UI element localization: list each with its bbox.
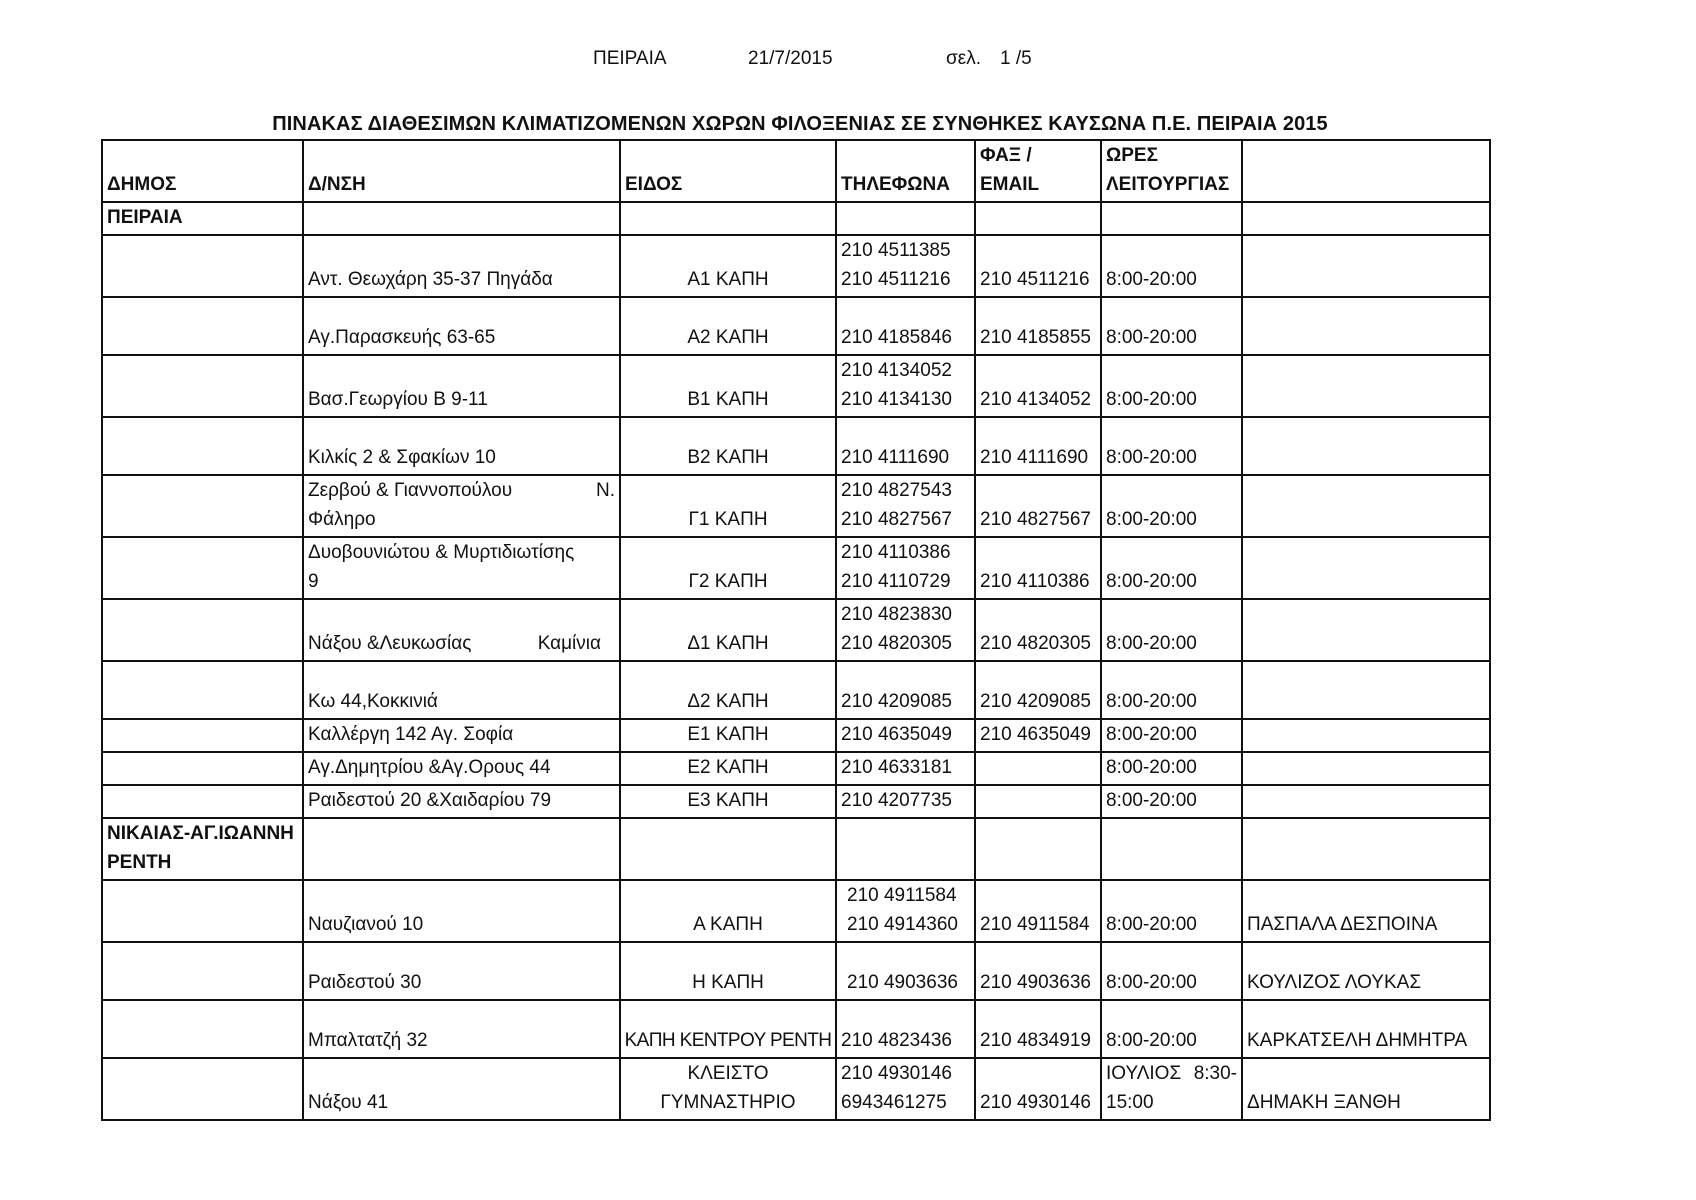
table-row: [102, 297, 1490, 355]
table-header-row: [102, 140, 1490, 202]
group-row-nikaia: [102, 818, 1490, 880]
phones: 210 4903636: [836, 942, 975, 1000]
hours: 8:00-20:00: [1101, 1000, 1242, 1058]
table-row: [102, 235, 1490, 297]
header-date: 21/7/2015: [748, 48, 833, 69]
fax: 210 4134052: [975, 355, 1101, 417]
contact: [1242, 537, 1490, 599]
contact: [1242, 785, 1490, 818]
type: Β2 ΚΑΠΗ: [620, 417, 836, 475]
type: Α1 ΚΑΠΗ: [620, 235, 836, 297]
type: Δ1 ΚΑΠΗ: [620, 599, 836, 661]
type: Η ΚΑΠΗ: [620, 942, 836, 1000]
col-header-contact: [1242, 140, 1490, 202]
address: Καλλέργη 142 Αγ. Σοφία: [303, 719, 620, 752]
phones: 210 4209085: [836, 661, 975, 719]
phones: 210 4134052 210 4134130: [836, 355, 975, 417]
type: Α2 ΚΑΠΗ: [620, 297, 836, 355]
phones: 210 4185846: [836, 297, 975, 355]
address: Αγ.Παρασκευής 63-65: [303, 297, 620, 355]
address: Κω 44,Κοκκινιά: [303, 661, 620, 719]
table-row: [102, 475, 1490, 537]
phones: 210 4111690: [836, 417, 975, 475]
phones: 210 4635049: [836, 719, 975, 752]
address: Αγ.Δημητρίου &Αγ.Ορους 44: [303, 752, 620, 785]
hours: 8:00-20:00: [1101, 785, 1242, 818]
fax: 210 4911584: [975, 880, 1101, 942]
col-header-municipality: ΔΗΜΟΣ: [102, 140, 303, 202]
hours: 8:00-20:00: [1101, 235, 1242, 297]
hours: 8:00-20:00: [1101, 599, 1242, 661]
fax: 210 4511216: [975, 235, 1101, 297]
hours: ΙΟΥΛΙΟΣ 8:30- 15:00: [1101, 1058, 1242, 1120]
fax: 210 4820305: [975, 599, 1101, 661]
type: Γ2 ΚΑΠΗ: [620, 537, 836, 599]
hours: 8:00-20:00: [1101, 475, 1242, 537]
type: Δ2 ΚΑΠΗ: [620, 661, 836, 719]
type: Ε3 ΚΑΠΗ: [620, 785, 836, 818]
contact: [1242, 752, 1490, 785]
address: Ζερβού & Γιαννοπούλου Ν. Φάληρο: [303, 475, 620, 537]
type: Γ1 ΚΑΠΗ: [620, 475, 836, 537]
contact: [1242, 599, 1490, 661]
group-row-piraeus: [102, 202, 1490, 235]
fax: 210 4635049: [975, 719, 1101, 752]
type: Ε1 ΚΑΠΗ: [620, 719, 836, 752]
group-name: ΝΙΚΑΙΑΣ-ΑΓ.ΙΩΑΝΝΗ ΡΕΝΤΗ: [102, 818, 303, 880]
contact: [1242, 355, 1490, 417]
fax: 210 4209085: [975, 661, 1101, 719]
address: Ναυζιανού 10: [303, 880, 620, 942]
contact: [1242, 475, 1490, 537]
type: Α ΚΑΠΗ: [620, 880, 836, 942]
phones: 210 4207735: [836, 785, 975, 818]
header-city: ΠΕΙΡΑΙΑ: [593, 48, 667, 69]
table-row: [102, 1058, 1490, 1120]
shelters-table: [101, 139, 1491, 1121]
address: Ραιδεστού 30: [303, 942, 620, 1000]
col-header-type: ΕΙΔΟΣ: [620, 140, 836, 202]
fax: 210 4111690: [975, 417, 1101, 475]
phones: 210 4511385 210 4511216: [836, 235, 975, 297]
phones: 210 4827543 210 4827567: [836, 475, 975, 537]
address: Κιλκίς 2 & Σφακίων 10: [303, 417, 620, 475]
col-header-fax: ΦΑΞ / EMAIL: [975, 140, 1101, 202]
type: ΚΛΕΙΣΤΟ ΓΥΜΝΑΣΤΗΡΙΟ: [620, 1058, 836, 1120]
table-row: [102, 719, 1490, 752]
type: Ε2 ΚΑΠΗ: [620, 752, 836, 785]
table-row: [102, 880, 1490, 942]
hours: 8:00-20:00: [1101, 537, 1242, 599]
phones: 210 4633181: [836, 752, 975, 785]
table-row: [102, 355, 1490, 417]
address: Αντ. Θεωχάρη 35-37 Πηγάδα: [303, 235, 620, 297]
contact: [1242, 661, 1490, 719]
hours: 8:00-20:00: [1101, 417, 1242, 475]
hours: 8:00-20:00: [1101, 752, 1242, 785]
address: Μπαλτατζή 32: [303, 1000, 620, 1058]
contact: ΚΑΡΚΑΤΣΕΛΗ ΔΗΜΗΤΡΑ: [1242, 1000, 1490, 1058]
address: Νάξου 41: [303, 1058, 620, 1120]
hours: 8:00-20:00: [1101, 661, 1242, 719]
table-row: [102, 1000, 1490, 1058]
hours: 8:00-20:00: [1101, 942, 1242, 1000]
hours: 8:00-20:00: [1101, 719, 1242, 752]
phones: 210 4823436: [836, 1000, 975, 1058]
phones: 210 4930146 6943461275: [836, 1058, 975, 1120]
fax: 210 4185855: [975, 297, 1101, 355]
phones: 210 4823830 210 4820305: [836, 599, 975, 661]
address: Νάξου &Λευκωσίας Καμίνια: [303, 599, 620, 661]
address: Δυοβουνιώτου & Μυρτιδιωτίσης 9: [303, 537, 620, 599]
table-row: [102, 661, 1490, 719]
contact: [1242, 719, 1490, 752]
fax: 210 4903636: [975, 942, 1101, 1000]
col-header-hours: ΩΡΕΣ ΛΕΙΤΟΥΡΓΙΑΣ: [1101, 140, 1242, 202]
contact: ΔΗΜΑΚΗ ΞΑΝΘΗ: [1242, 1058, 1490, 1120]
table-row: [102, 537, 1490, 599]
phones: 210 4911584 210 4914360: [836, 880, 975, 942]
fax: 210 4834919: [975, 1000, 1101, 1058]
document-title: ΠΙΝΑΚΑΣ ΔΙΑΘΕΣΙΜΩΝ ΚΛΙΜΑΤΙΖΟΜΕΝΩΝ ΧΩΡΩΝ ΦΙΛΟΞΕΝΙΑΣ ΣΕ ΣΥΝΘΗΚΕΣ ΚΑΥΣΩΝΑ Π.Ε. ΠΕΙΡΑΙΑ 2015: [272, 113, 1328, 135]
table-row: [102, 785, 1490, 818]
fax: 210 4930146: [975, 1058, 1101, 1120]
group-name: ΠΕΙΡΑΙΑ: [102, 202, 303, 235]
contact: [1242, 297, 1490, 355]
fax: [975, 785, 1101, 818]
hours: 8:00-20:00: [1101, 355, 1242, 417]
fax: 210 4827567: [975, 475, 1101, 537]
type: Β1 ΚΑΠΗ: [620, 355, 836, 417]
type: ΚΑΠΗ ΚΕΝΤΡΟΥ ΡΕΝΤΗ: [620, 1000, 836, 1058]
address: Ραιδεστού 20 &Χαιδαρίου 79: [303, 785, 620, 818]
col-header-address: Δ/ΝΣΗ: [303, 140, 620, 202]
header-page-number: 1 /5: [1000, 48, 1032, 69]
contact: [1242, 417, 1490, 475]
hours: 8:00-20:00: [1101, 880, 1242, 942]
contact: ΚΟΥΛΙΖΟΣ ΛΟΥΚΑΣ: [1242, 942, 1490, 1000]
hours: 8:00-20:00: [1101, 297, 1242, 355]
address: Βασ.Γεωργίου Β 9-11: [303, 355, 620, 417]
fax: 210 4110386: [975, 537, 1101, 599]
contact: [1242, 235, 1490, 297]
header-page-label: σελ.: [946, 48, 981, 69]
table-row: [102, 942, 1490, 1000]
fax: [975, 752, 1101, 785]
contact: ΠΑΣΠΑΛΑ ΔΕΣΠΟΙΝΑ: [1242, 880, 1490, 942]
table-row: [102, 417, 1490, 475]
table-row: [102, 752, 1490, 785]
table-row: [102, 599, 1490, 661]
col-header-phones: ΤΗΛΕΦΩΝΑ: [836, 140, 975, 202]
phones: 210 4110386 210 4110729: [836, 537, 975, 599]
page-header: [0, 48, 1696, 72]
